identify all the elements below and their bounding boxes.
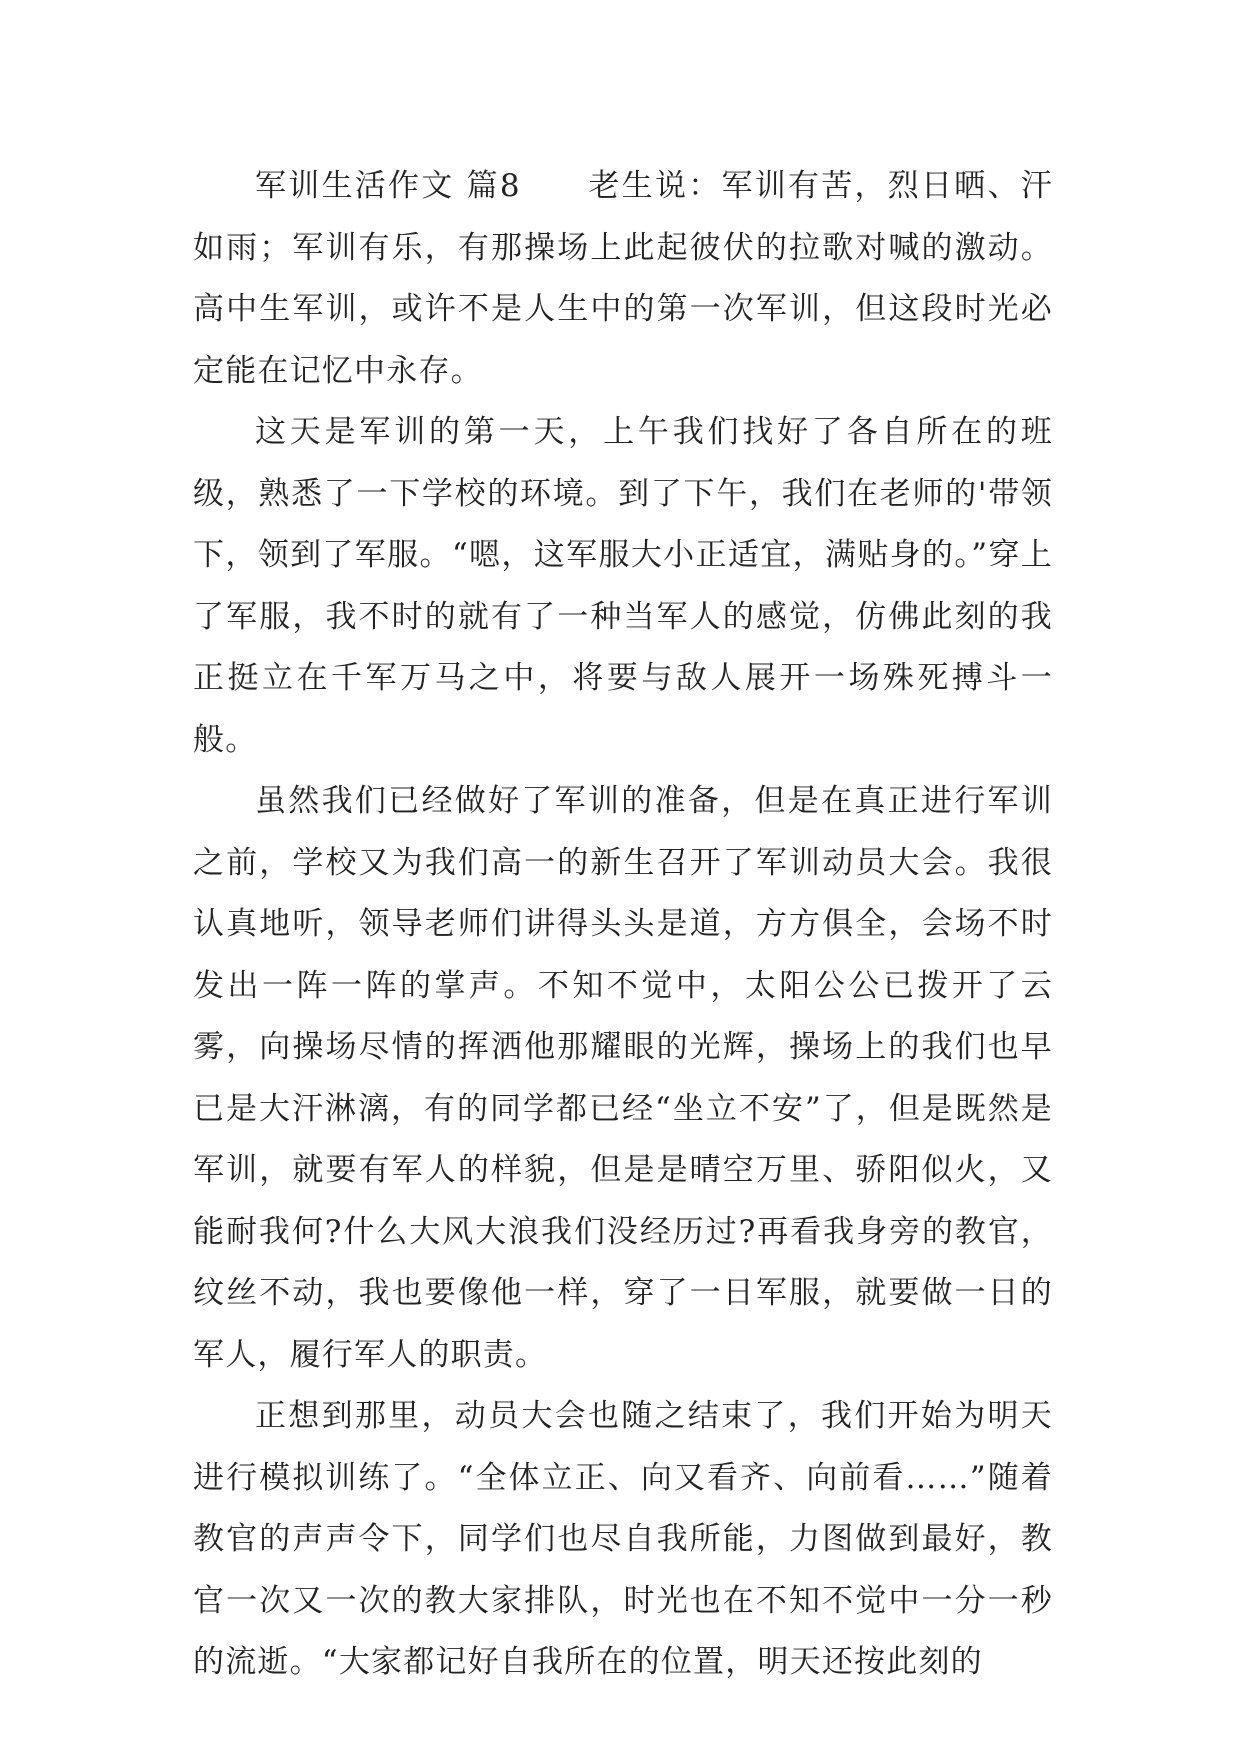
paragraph-mobilization: 虽然我们已经做好了军训的准备，但是在真正进行军训之前，学校又为我们高一的新生召开了军训动员大会。我很认真地听，领导老师们讲得头头是道，方方俱全，会场不时发出一阵一阵的掌声。不知不觉中，太阳公公已拨开了云雾，向操场尽情的挥洒他那耀眼的光辉，操场上的我们也早已是大汗淋漓，有的同学都已经“坐立不安”了，但是既然是军训，就要有军人的样貌，但是是晴空万里、骄阳似火，又能耐我何?什么大风大浪我们没经历过?再看我身旁的教官，纹丝不动，我也要像他一样，穿了一日军服，就要做一日的军人，履行军人的职责。 (193, 783, 1053, 1373)
article-body (193, 156, 1053, 1694)
paragraph-drill: 正想到那里，动员大会也随之结束了，我们开始为明天进行模拟训练了。“全体立正、向又看齐、向前看……”随着教官的声声令下，同学们也尽自我所能，力图做到最好，教官一次又一次的教大家排队，时光也在不知不觉中一分一秒的流逝。“大家都记好自我所在的位置，明天还按此刻的 (193, 1398, 1053, 1680)
paragraph-intro: 军训生活作文 篇8 老生说：军训有苦，烈日晒、汗如雨；军训有乐，有那操场上此起彼伏的拉歌对喊的激动。高中生军训，或许不是人生中的第一次军训，但这段时光必定能在记忆中永存。 (193, 168, 1053, 389)
paragraph-first-day: 这天是军训的第一天，上午我们找好了各自所在的班级，熟悉了一下学校的环境。到了下午，我们在老师的'带领下，领到了军服。“嗯，这军服大小正适宜，满贴身的。”穿上了军服，我不时的就有了一种当军人的感觉，仿佛此刻的我正挺立在千军万马之中，将要与敌人展开一场殊死搏斗一般。 (193, 414, 1053, 758)
